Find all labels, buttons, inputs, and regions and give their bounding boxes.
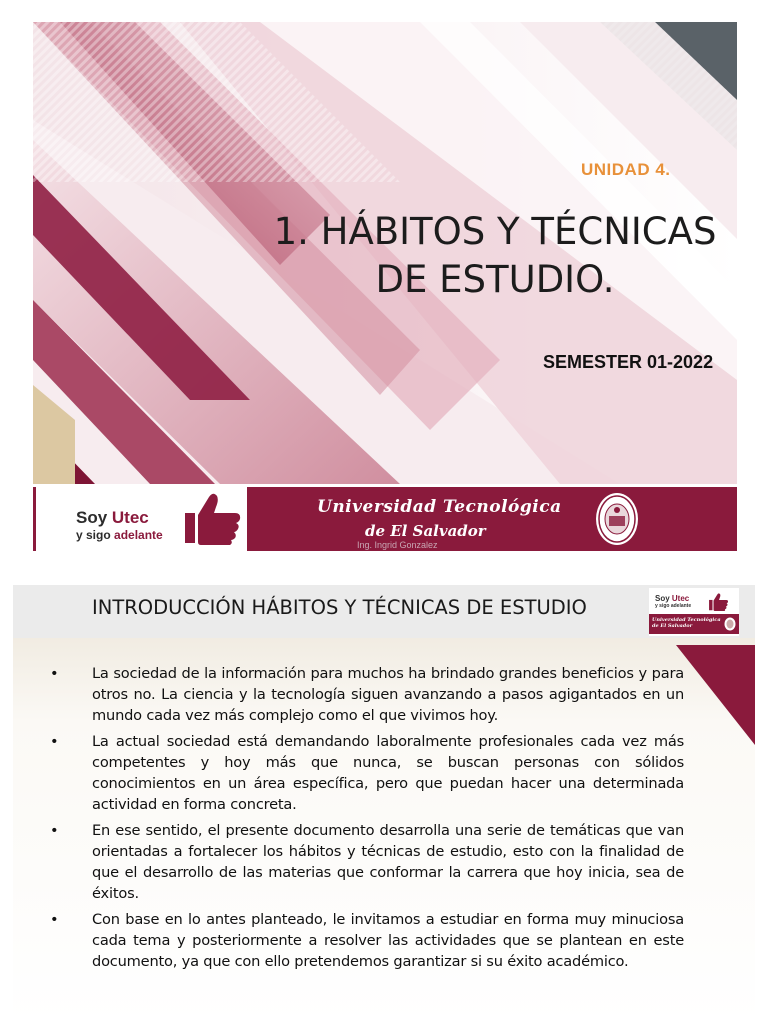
small-utec-logo — [649, 588, 739, 636]
small-university-name: Universidad Tecnológica de El Salvador — [652, 617, 721, 629]
unit-label: UNIDAD 4. — [581, 160, 671, 179]
intro-slide — [0, 555, 768, 1024]
soy-utec-logo — [33, 487, 246, 551]
list-item: • La actual sociedad está demandando laboralmente profesionales cada vez más competentes y hoy más que nunca, se buscan personas con sólidos conocimientos en un área específica, pero que puedan hacer una determinada actividad en forma concreta. — [50, 733, 684, 813]
university-footer — [33, 487, 737, 551]
small-university-banner — [649, 614, 739, 634]
slide-title — [255, 208, 735, 304]
intro-text-body — [44, 663, 684, 977]
university-banner — [247, 487, 737, 551]
list-item: • Con base en lo antes planteado, le invitamos a estudiar en forma muy minuciosa cada tema y posteriormente a resolver las actividades que se plantean en este documento, ya que con ello pretendemos garantizar si su éxito académico. — [50, 911, 684, 970]
small-sigo-adelante-text: y sigo adelante — [655, 603, 692, 609]
bullet-list — [44, 663, 684, 972]
small-seal-icon — [724, 617, 736, 631]
small-thumbs-up-icon — [707, 592, 729, 612]
list-item: • La sociedad de la información para muchos ha brindado grandes beneficios y para otros no. La ciencia y la tecnología siguen avanzando a pasos agigantados en un mundo cada vez más complejo como el que vivimos hoy. — [50, 665, 684, 724]
soy-utec-text: Soy Utec — [76, 508, 149, 527]
semester-label: SEMESTER 01-2022 — [543, 352, 714, 372]
university-name-line-1: Universidad Tecnológica — [317, 497, 562, 517]
list-item: • En ese sentido, el presente documento desarrolla una serie de temáticas que van orientadas a fortalecer los hábitos y técnicas de estudio, esto con la finalidad de que el desarrollo de las materias que conformar la carrera que hoy inicia, sea de éxitos. — [50, 822, 684, 902]
sigo-adelante-text: y sigo adelante — [76, 528, 163, 542]
title-line-1: 1. HÁBITOS Y TÉCNICAS — [273, 210, 717, 253]
university-name-line-2: de El Salvador — [365, 522, 486, 540]
author-name: Ing. Ingrid Gonzalez — [357, 540, 438, 550]
university-seal-icon — [595, 492, 639, 546]
slide-heading: INTRODUCCIÓN HÁBITOS Y TÉCNICAS DE ESTUDIO — [92, 596, 587, 619]
small-soy-utec-text: Soy Utec — [655, 594, 690, 603]
title-line-2: DE ESTUDIO. — [375, 258, 615, 301]
thumbs-up-icon — [179, 491, 243, 547]
